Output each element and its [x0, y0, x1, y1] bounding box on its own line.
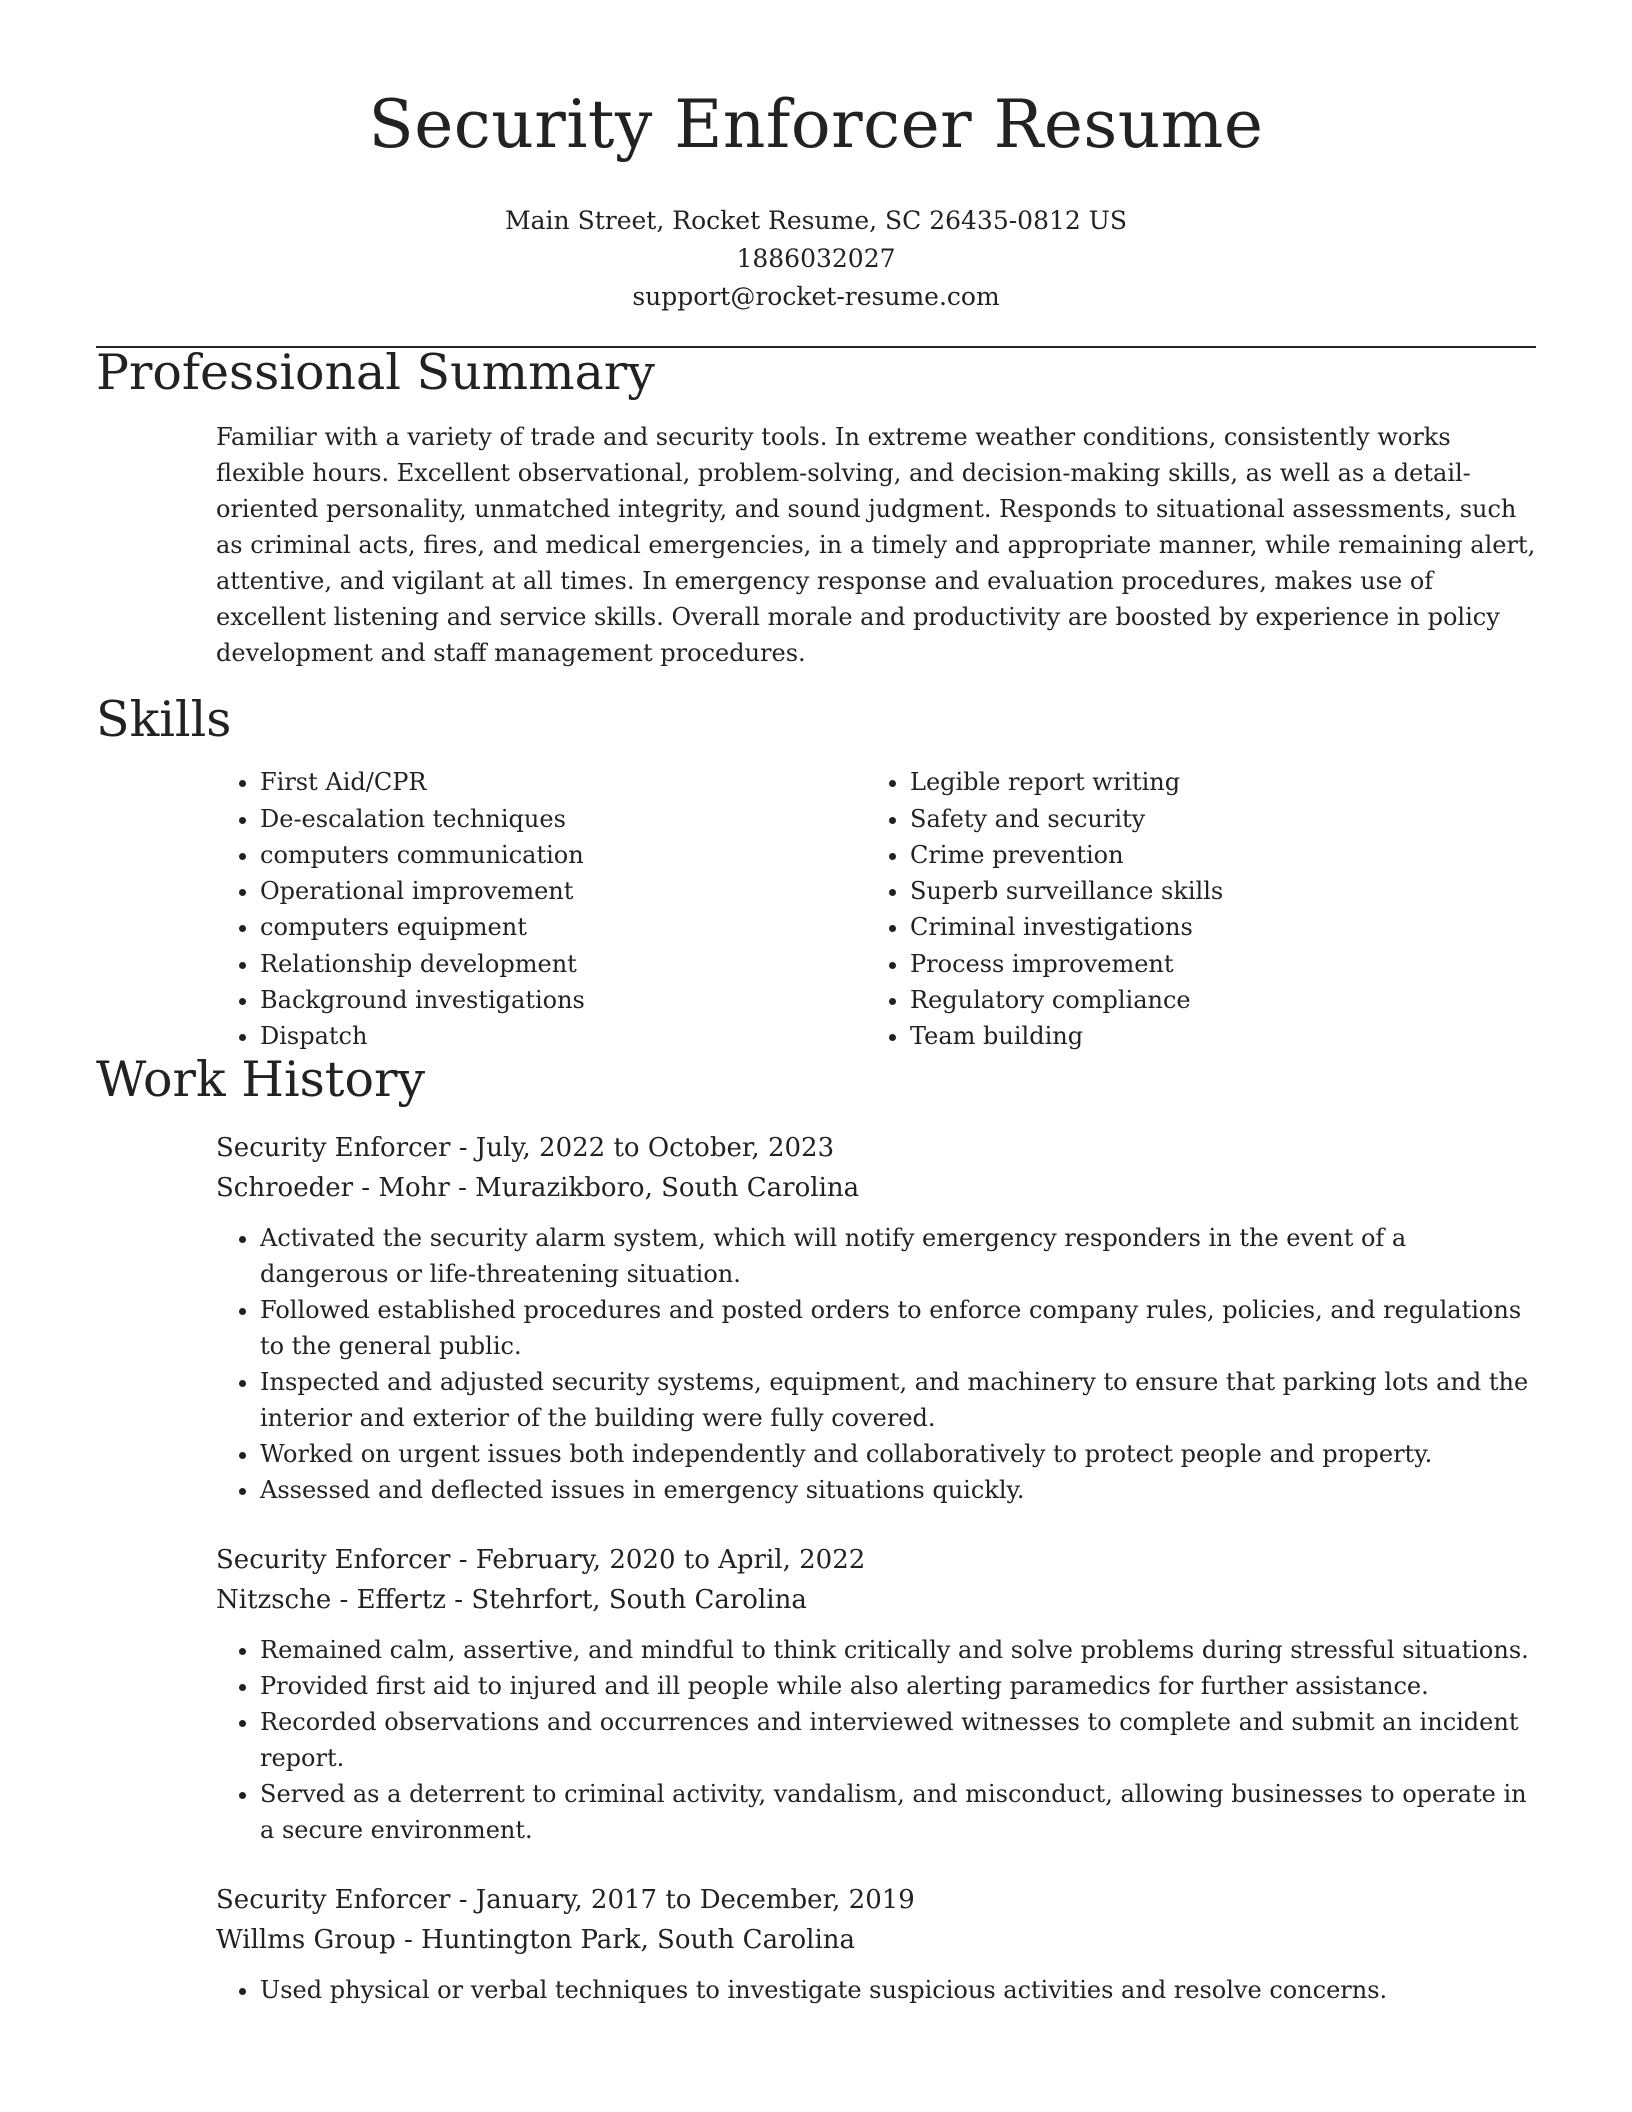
job-company: Nitzsche - Effertz — [216, 1584, 446, 1615]
skill-item: • Safety and security — [910, 801, 1530, 837]
resume-page — [96, 0, 1536, 2008]
job-separator: - — [454, 1584, 472, 1615]
skill-item: • Superb surveillance skills — [910, 873, 1530, 909]
skill-item: • Regulatory compliance — [910, 982, 1530, 1018]
job-location: Huntington Park, South Carolina — [421, 1924, 856, 1955]
job-bullet: • Activated the security alarm system, which will notify emergency responders in the event of a dangerous or life-threatening situation. — [260, 1220, 1536, 1292]
contact-address: Main Street, Rocket Resume, SC 26435-0812 US — [505, 206, 1127, 236]
summary-heading: Professional Summary — [96, 344, 655, 402]
job-bullet: • Provided first aid to injured and ill people while also alerting paramedics for further assistance. — [260, 1668, 1536, 1704]
job-bullet: • Followed established procedures and posted orders to enforce company rules, policies, and regulations to the general public. — [260, 1292, 1536, 1364]
skill-item: • Process improvement — [910, 946, 1530, 982]
job-location: Murazikboro, South Carolina — [475, 1172, 860, 1203]
skill-item: • First Aid/CPR — [260, 764, 866, 800]
job-bullet: • Inspected and adjusted security systems, equipment, and machinery to ensure that parking lots and the interior and exterior of the building were fully covered. — [260, 1364, 1536, 1436]
job-bullets — [216, 1972, 1536, 2008]
job-dates: January, 2017 to December, 2019 — [475, 1884, 915, 1915]
skills-list — [216, 764, 1536, 1054]
job-separator: - — [458, 1172, 476, 1203]
skills-heading: Skills — [96, 691, 232, 749]
job-bullets — [216, 1632, 1536, 1848]
job-separator: - — [403, 1924, 422, 1955]
job-bullet: • Used physical or verbal techniques to investigate suspicious activities and resolve concerns. — [260, 1972, 1536, 2008]
skill-item: • Relationship development — [260, 946, 866, 982]
job-title: Security Enforcer — [216, 1884, 451, 1915]
job-location: Stehrfort, South Carolina — [471, 1584, 807, 1615]
job-company-line — [216, 1168, 1536, 1208]
job-company: Schroeder - Mohr — [216, 1172, 450, 1203]
job-title-line — [216, 1880, 1536, 1920]
skill-item: • De-escalation techniques — [260, 801, 866, 837]
job-company: Willms Group — [216, 1924, 396, 1955]
job-entry — [216, 1880, 1536, 2008]
work-history-heading: Work History — [96, 1050, 426, 1108]
skills-column-right — [866, 764, 1530, 1054]
job-title-line — [216, 1128, 1536, 1168]
resume-title: Security Enforcer Resume — [368, 86, 1264, 163]
skill-item: • Background investigations — [260, 982, 866, 1018]
job-company-line — [216, 1580, 1536, 1620]
job-bullet: • Recorded observations and occurrences and interviewed witnesses to complete and submit an incident report. — [260, 1704, 1536, 1776]
job-separator: - — [458, 1544, 476, 1575]
skill-item: • computers communication — [260, 837, 866, 873]
job-separator: - — [458, 1884, 476, 1915]
job-bullet: • Assessed and deflected issues in emergency situations quickly. — [260, 1472, 1536, 1508]
job-company-line — [216, 1920, 1536, 1960]
job-bullet: • Remained calm, assertive, and mindful to think critically and solve problems during stressful situations. — [260, 1632, 1536, 1668]
job-title: Security Enforcer — [216, 1132, 451, 1163]
job-dates: February, 2020 to April, 2022 — [475, 1544, 866, 1575]
skill-item: • Team building — [910, 1018, 1530, 1054]
job-title-line — [216, 1540, 1536, 1580]
job-entry — [216, 1540, 1536, 1848]
skills-column-left — [216, 764, 866, 1054]
contact-block — [96, 202, 1536, 316]
skill-item: • Dispatch — [260, 1018, 866, 1054]
job-entry — [216, 1128, 1536, 1508]
summary-text: Familiar with a variety of trade and security tools. In extreme weather conditions, consistently works flexible hours. Excellent observational, problem-solving, and decision-making skills, as well as a detail-oriented personality, unmatched integrity, and sound judgment. Responds to situational assessments, such as criminal acts, fires, and medical emergencies, in a timely and appropriate manner, while remaining alert, attentive, and vigilant at all times. In emergency response and evaluation procedures, makes use of excellent listening and service skills. Overall morale and productivity are boosted by experience in policy development and staff management procedures. — [216, 423, 1536, 668]
skill-item: • Criminal investigations — [910, 909, 1530, 945]
skill-item: • computers equipment — [260, 909, 866, 945]
contact-email: support@rocket-resume.com — [632, 282, 1000, 312]
job-bullet: • Served as a deterrent to criminal activity, vandalism, and misconduct, allowing businesses to operate in a secure environment. — [260, 1776, 1536, 1848]
job-separator: - — [458, 1132, 476, 1163]
job-title: Security Enforcer — [216, 1544, 451, 1575]
contact-phone: 1886032027 — [736, 244, 896, 274]
skill-item: • Legible report writing — [910, 764, 1530, 800]
job-bullet: • Worked on urgent issues both independently and collaboratively to protect people and property. — [260, 1436, 1536, 1472]
skill-item: • Operational improvement — [260, 873, 866, 909]
job-bullets — [216, 1220, 1536, 1508]
skill-item: • Crime prevention — [910, 837, 1530, 873]
job-dates: July, 2022 to October, 2023 — [475, 1132, 835, 1163]
